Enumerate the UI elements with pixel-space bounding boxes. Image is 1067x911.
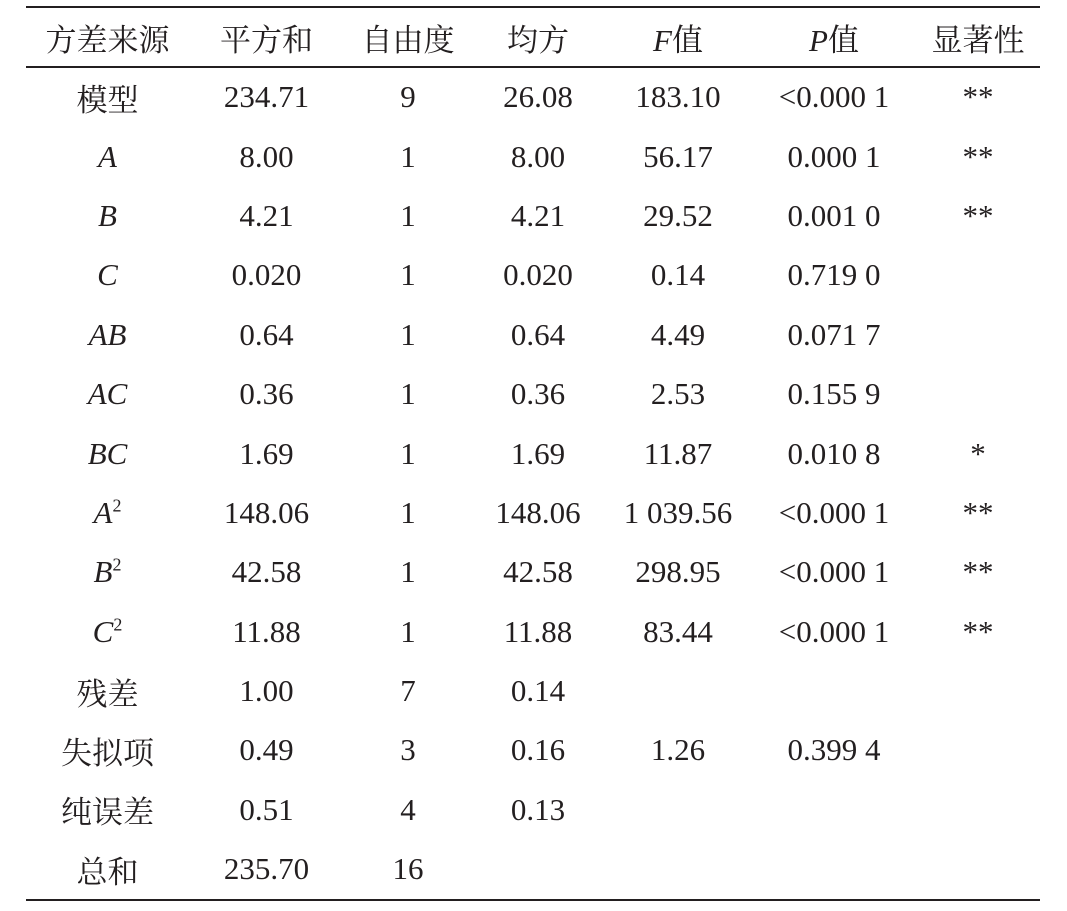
source-label: A: [98, 138, 117, 174]
source-label: 残差: [76, 676, 139, 712]
cell-sum-of-squares: 8.00: [239, 138, 294, 174]
cell-mean-square: 0.020: [503, 257, 573, 293]
cell-source: [26, 661, 189, 720]
cell-mean-square: 8.00: [510, 138, 566, 174]
cell-f-value: [604, 840, 752, 899]
cell-source: [26, 305, 189, 364]
header-f-value: [604, 8, 752, 66]
cell-mean-square: 11.88: [503, 613, 573, 649]
table-row: [26, 186, 1040, 245]
cell-mean-square: 0.36: [510, 376, 566, 412]
source-exponent: 2: [113, 614, 123, 635]
cell-degrees-of-freedom: 1: [400, 435, 416, 471]
source-label: C: [92, 613, 114, 649]
header-sum-of-squares: 平方和: [220, 22, 313, 58]
cell-source: [26, 127, 189, 186]
table-row: [26, 721, 1040, 780]
cell-sum-of-squares: 1.69: [239, 435, 294, 471]
cell-mean-square: 4.21: [510, 197, 566, 233]
cell-p-value: <0.000 1: [778, 494, 890, 530]
cell-significance: **: [962, 554, 994, 590]
source-exponent: 2: [112, 554, 122, 575]
cell-sum-of-squares: 1.00: [239, 673, 294, 709]
cell-f-value: [604, 661, 752, 720]
cell-degrees-of-freedom: 1: [400, 257, 416, 293]
cell-mean-square: [472, 840, 604, 899]
source-label: C: [97, 257, 118, 293]
source-label: AC: [87, 376, 128, 412]
cell-mean-square: 0.16: [510, 732, 566, 768]
cell-degrees-of-freedom: 1: [400, 197, 416, 233]
cell-source: [26, 424, 189, 483]
cell-p-value: <0.000 1: [778, 613, 890, 649]
header-f-symbol: F: [653, 22, 672, 58]
cell-f-value: 56.17: [643, 138, 713, 174]
table-row: [26, 424, 1040, 483]
source-label: B: [93, 554, 113, 590]
cell-degrees-of-freedom: 4: [400, 791, 416, 827]
cell-sum-of-squares: 0.49: [239, 732, 294, 768]
cell-sum-of-squares: 0.020: [231, 257, 302, 293]
cell-sum-of-squares: 0.64: [239, 316, 294, 352]
table-row: [26, 127, 1040, 186]
source-label: 模型: [76, 82, 139, 118]
cell-degrees-of-freedom: 16: [392, 851, 424, 887]
cell-sum-of-squares: 148.06: [223, 494, 310, 530]
header-p-symbol: P: [809, 22, 828, 58]
cell-significance: *: [970, 435, 986, 471]
cell-f-value: 298.95: [635, 554, 721, 590]
cell-p-value: 0.399 4: [787, 732, 881, 768]
cell-source: [26, 483, 189, 542]
cell-sum-of-squares: 42.58: [231, 554, 302, 590]
cell-f-value: [604, 780, 752, 839]
cell-degrees-of-freedom: 9: [400, 79, 416, 115]
header-source: 方差来源: [45, 22, 170, 58]
cell-degrees-of-freedom: 7: [400, 673, 416, 709]
cell-significance: [916, 840, 1040, 899]
cell-p-value: 0.719 0: [787, 257, 881, 293]
source-label: BC: [87, 435, 128, 471]
cell-significance: **: [962, 79, 994, 115]
table-row: [26, 780, 1040, 839]
source-label: A: [93, 494, 113, 530]
cell-f-value: 0.14: [650, 257, 706, 293]
cell-significance: **: [962, 197, 994, 233]
header-mean-square: 均方: [507, 22, 569, 58]
cell-p-value: [752, 840, 916, 899]
cell-significance: **: [962, 613, 994, 649]
source-exponent: 2: [112, 495, 122, 516]
cell-significance: [916, 305, 1040, 364]
cell-degrees-of-freedom: 1: [400, 554, 416, 590]
table-row: [26, 840, 1040, 899]
header-p-value: [752, 8, 916, 66]
cell-sum-of-squares: 234.71: [223, 79, 310, 115]
source-label: 总和: [76, 854, 139, 890]
cell-sum-of-squares: 11.88: [232, 613, 301, 649]
cell-source: [26, 246, 189, 305]
cell-source: [26, 186, 189, 245]
cell-source: [26, 602, 189, 661]
cell-significance: [916, 661, 1040, 720]
cell-p-value: 0.071 7: [787, 316, 881, 352]
cell-f-value: 29.52: [643, 197, 713, 233]
cell-p-value: <0.000 1: [778, 554, 890, 590]
table-body: [26, 68, 1040, 899]
cell-f-value: 183.10: [635, 79, 721, 115]
anova-table: [26, 6, 1040, 901]
header-f-suffix: 值: [671, 22, 703, 58]
cell-source: [26, 68, 189, 127]
cell-p-value: 0.010 8: [787, 435, 881, 471]
source-label: AB: [88, 316, 127, 352]
source-label: B: [98, 197, 117, 233]
cell-p-value: <0.000 1: [778, 79, 890, 115]
cell-p-value: [752, 661, 916, 720]
cell-mean-square: 26.08: [503, 79, 573, 115]
cell-f-value: 4.49: [650, 316, 706, 352]
table-row: [26, 661, 1040, 720]
cell-significance: [916, 246, 1040, 305]
table-row: [26, 68, 1040, 127]
cell-source: [26, 364, 189, 423]
table-row: [26, 543, 1040, 602]
header-significance: 显著性: [931, 22, 1025, 58]
cell-significance: **: [962, 494, 994, 530]
cell-significance: [916, 364, 1040, 423]
cell-significance: [916, 721, 1040, 780]
cell-mean-square: 42.58: [503, 554, 573, 590]
table-row: [26, 364, 1040, 423]
source-label: 失拟项: [61, 735, 154, 771]
source-label: 纯误差: [61, 795, 154, 831]
cell-mean-square: 0.64: [510, 316, 566, 352]
cell-mean-square: 0.14: [510, 673, 566, 709]
cell-degrees-of-freedom: 1: [400, 613, 416, 649]
cell-sum-of-squares: 0.36: [239, 376, 294, 412]
cell-p-value: 0.001 0: [787, 197, 881, 233]
cell-degrees-of-freedom: 1: [400, 316, 416, 352]
cell-degrees-of-freedom: 1: [400, 138, 416, 174]
cell-degrees-of-freedom: 1: [400, 376, 416, 412]
table-row: [26, 602, 1040, 661]
anova-body-grid: [26, 68, 1040, 899]
cell-source: [26, 543, 189, 602]
cell-p-value: 0.155 9: [787, 376, 881, 412]
cell-source: [26, 840, 189, 899]
anova-grid: [26, 8, 1040, 66]
cell-p-value: [752, 780, 916, 839]
cell-f-value: 11.87: [643, 435, 713, 471]
cell-mean-square: 1.69: [510, 435, 566, 471]
cell-f-value: 1 039.56: [623, 494, 733, 530]
header-row: [26, 8, 1040, 66]
cell-p-value: 0.000 1: [787, 138, 881, 174]
table-row: [26, 246, 1040, 305]
cell-source: [26, 780, 189, 839]
cell-mean-square: 148.06: [495, 494, 581, 530]
table-row: [26, 305, 1040, 364]
cell-sum-of-squares: 235.70: [223, 851, 310, 887]
cell-degrees-of-freedom: 1: [400, 494, 416, 530]
bottom-rule: [26, 899, 1040, 901]
cell-sum-of-squares: 0.51: [239, 791, 294, 827]
cell-sum-of-squares: 4.21: [239, 197, 294, 233]
cell-f-value: 83.44: [643, 613, 713, 649]
header-degrees-of-freedom: 自由度: [361, 22, 455, 58]
cell-mean-square: 0.13: [510, 791, 566, 827]
cell-f-value: 2.53: [650, 376, 706, 412]
cell-f-value: 1.26: [650, 732, 706, 768]
cell-source: [26, 721, 189, 780]
cell-degrees-of-freedom: 3: [400, 732, 416, 768]
header-p-suffix: 值: [827, 22, 859, 58]
cell-significance: **: [962, 138, 994, 174]
table-header: [26, 8, 1040, 66]
cell-significance: [916, 780, 1040, 839]
table-row: [26, 483, 1040, 542]
